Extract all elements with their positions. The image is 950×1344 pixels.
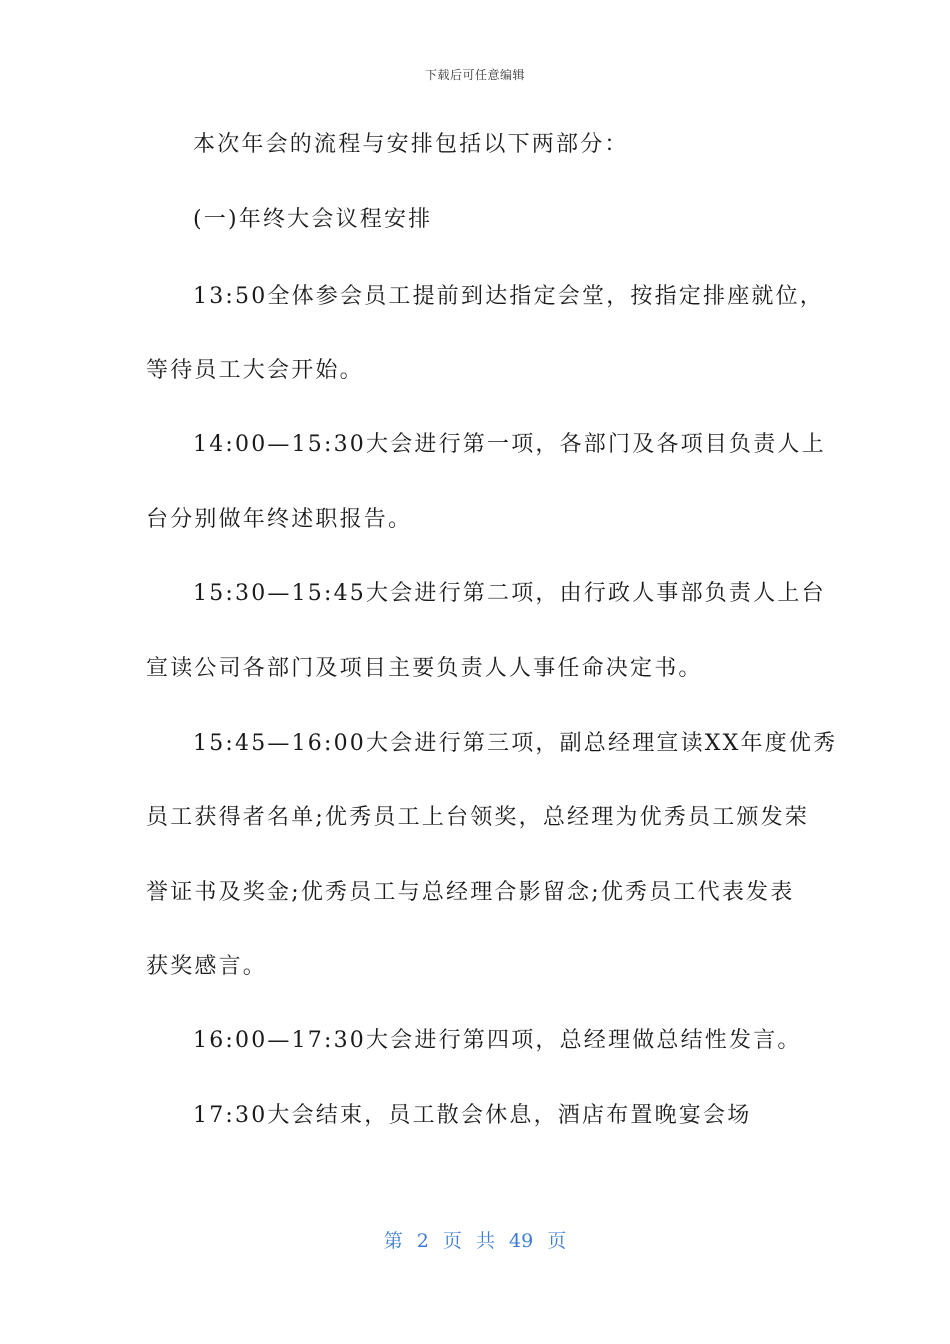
footer-page-number: 2 bbox=[416, 1230, 429, 1252]
page-footer bbox=[0, 1226, 950, 1253]
paragraph-intro: 本次年会的流程与安排包括以下两部分： bbox=[193, 132, 629, 157]
agenda-item-1545-line2: 员工获得者名单;优秀员工上台领奖，总经理为优秀员工颁发荣 bbox=[146, 805, 810, 830]
footer-page-word: 页 bbox=[442, 1230, 462, 1252]
agenda-item-1530-line1: 15:30—15:45大会进行第二项，由行政人事部负责人上台 bbox=[193, 581, 826, 606]
footer-total-pages: 49 bbox=[509, 1230, 534, 1252]
header-note: 下载后可任意编辑 bbox=[424, 68, 525, 82]
agenda-item-1400-line1: 14:00—15:30大会进行第一项，各部门及各项目负责人上 bbox=[193, 432, 826, 457]
section-heading: (一)年终大会议程安排 bbox=[193, 207, 433, 232]
agenda-item-1350-line2: 等待员工大会开始。 bbox=[146, 358, 364, 383]
agenda-item-1400-line2: 台分别做年终述职报告。 bbox=[146, 507, 413, 532]
agenda-item-1730: 17:30大会结束，员工散会休息，酒店布置晚宴会场 bbox=[193, 1103, 752, 1128]
agenda-item-1350-line1: 13:50全体参会员工提前到达指定会堂，按指定排座就位， bbox=[193, 284, 825, 309]
footer-suffix: 页 bbox=[547, 1230, 567, 1252]
agenda-item-1600: 16:00—17:30大会进行第四项，总经理做总结性发言。 bbox=[193, 1028, 802, 1053]
agenda-item-1530-line2: 宣读公司各部门及项目主要负责人人事任命决定书。 bbox=[146, 656, 703, 681]
footer-total-prefix: 共 bbox=[475, 1230, 495, 1252]
agenda-item-1545-line1: 15:45—16:00大会进行第三项，副总经理宣读XX年度优秀 bbox=[193, 731, 838, 756]
agenda-item-1545-line3: 誉证书及奖金;优秀员工与总经理合影留念;优秀员工代表发表 bbox=[146, 880, 795, 905]
footer-prefix: 第 bbox=[383, 1230, 403, 1252]
agenda-item-1545-line4: 获奖感言。 bbox=[146, 954, 268, 979]
